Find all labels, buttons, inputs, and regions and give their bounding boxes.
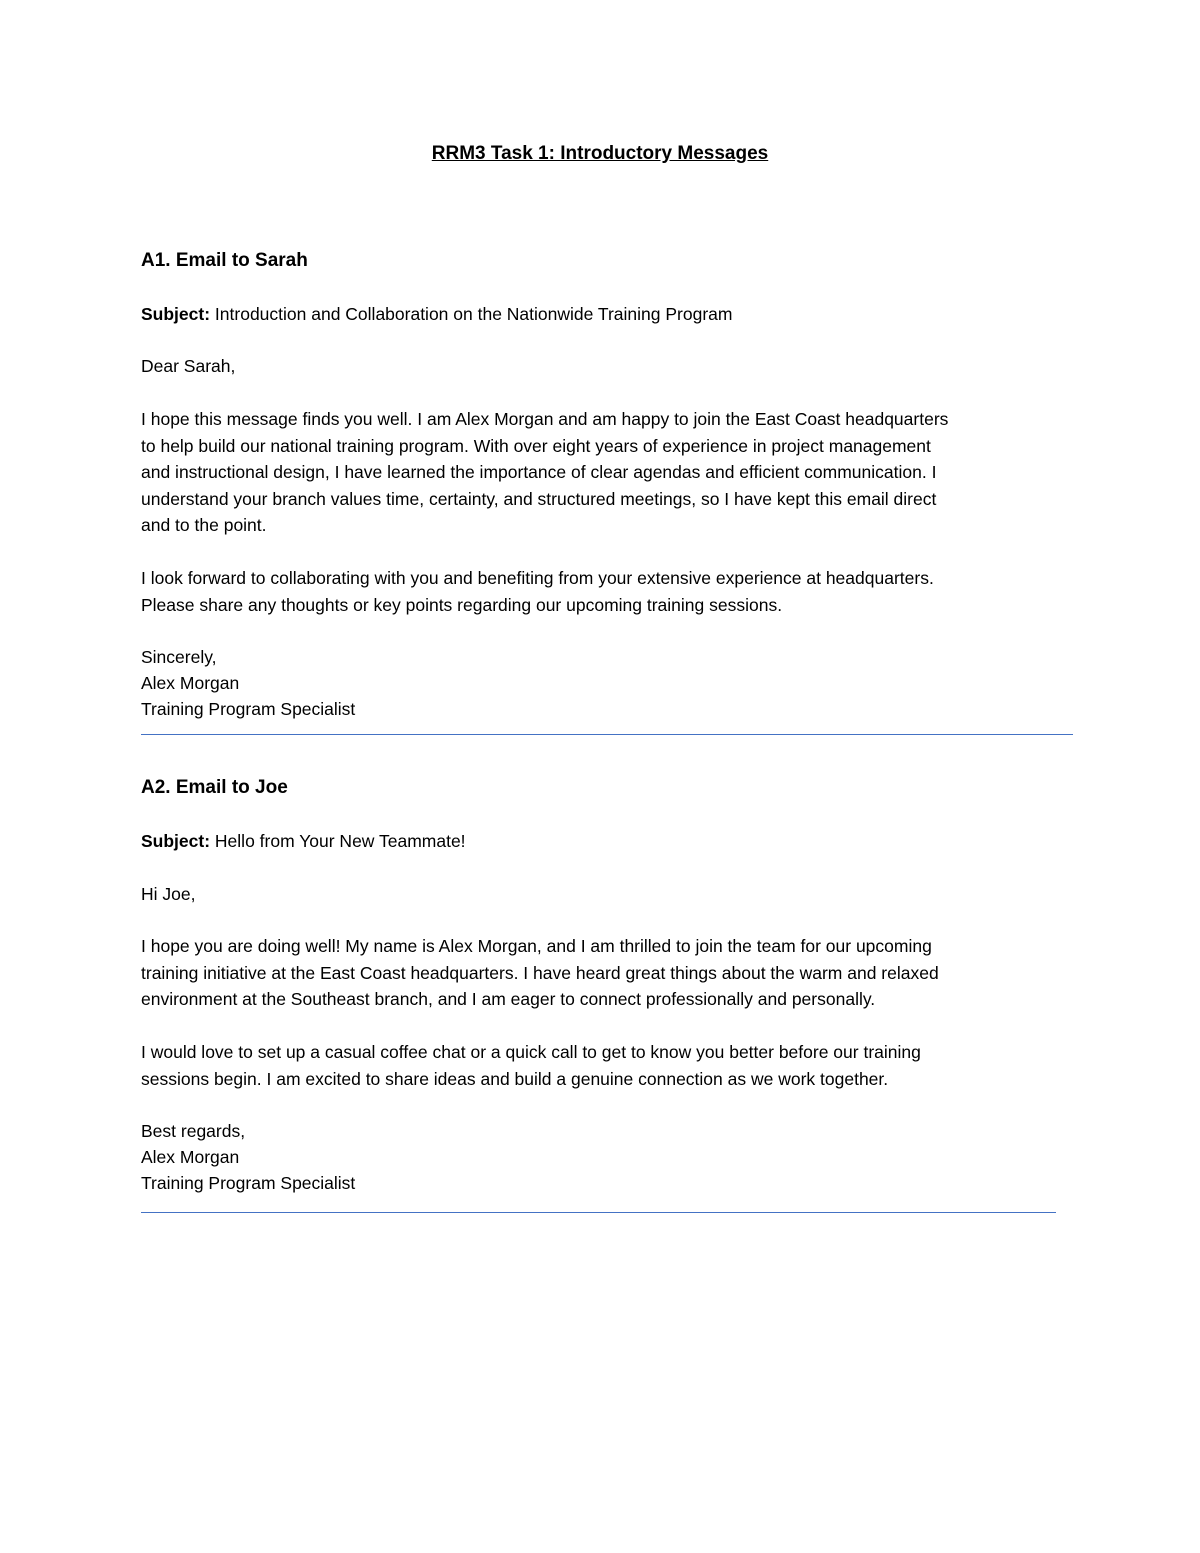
email-a1-divider (141, 734, 1073, 735)
email-a1-subject-text: Introduction and Collaboration on the Nationwide Training Program (214, 304, 733, 324)
email-a1-paragraph-1 (141, 406, 1071, 539)
email-a2-p1-line: training initiative at the East Coast headquarters. I have heard great things about the warm and relaxed (141, 962, 939, 983)
email-a1-p1-line: and to the point. (141, 515, 267, 535)
document-title: RRM3 Task 1: Introductory Messages (431, 143, 769, 164)
email-a2-paragraph-1 (141, 933, 1071, 1013)
email-a2-paragraph-2 (141, 1039, 1071, 1092)
email-a1-subject-label: Subject: (141, 304, 211, 324)
email-a1-p1-line: to help build our national training program. With over eight years of experience in project management (141, 435, 931, 456)
email-a2-sender-name: Alex Morgan (141, 1147, 240, 1167)
email-a2-heading: A2. Email to Joe (141, 777, 288, 798)
email-a1-closing: Sincerely, (141, 647, 217, 667)
email-a1-p1-line: and instructional design, I have learned the importance of clear agendas and efficient communication. I (141, 462, 937, 482)
email-a2-p1-line: I hope you are doing well! My name is Alex Morgan, and I am thrilled to join the team for our upcoming (141, 936, 932, 956)
email-a1-p1-line: understand your branch values time, certainty, and structured meetings, so I have kept this email direct (141, 488, 937, 509)
email-a2-sender-title: Training Program Specialist (141, 1173, 356, 1193)
email-a1-p2-line: I look forward to collaborating with you and benefiting from your extensive experience at headquarters. (141, 568, 934, 588)
email-a1-paragraph-2 (141, 565, 1071, 618)
email-a2-p1-line: environment at the Southeast branch, and I am eager to connect professionally and personally. (141, 989, 876, 1009)
email-a2-subject-label: Subject: (141, 831, 211, 851)
email-a1-sender-name: Alex Morgan (141, 673, 240, 693)
email-a1-p1-line: I hope this message finds you well. I am Alex Morgan and am happy to join the East Coast headquarters (141, 409, 949, 429)
email-a1-p2-line: Please share any thoughts or key points regarding our upcoming training sessions. (141, 594, 783, 615)
email-a1-greeting: Dear Sarah, (141, 356, 236, 376)
email-a1-heading: A1. Email to Sarah (141, 250, 308, 271)
email-a1-subject-line (141, 301, 732, 328)
email-a2-subject-text: Hello from Your New Teammate! (214, 831, 466, 851)
email-a2-p2-line: sessions begin. I am excited to share ideas and build a genuine connection as we work together. (141, 1068, 889, 1089)
email-a2-p2-line: I would love to set up a casual coffee chat or a quick call to get to know you better before our training (141, 1042, 921, 1062)
email-a2-greeting: Hi Joe, (141, 884, 196, 904)
email-a2-divider (141, 1212, 1056, 1213)
email-a1-sender-title: Training Program Specialist (141, 699, 356, 719)
email-a2-closing: Best regards, (141, 1121, 246, 1141)
email-a2-subject-line (141, 828, 466, 855)
